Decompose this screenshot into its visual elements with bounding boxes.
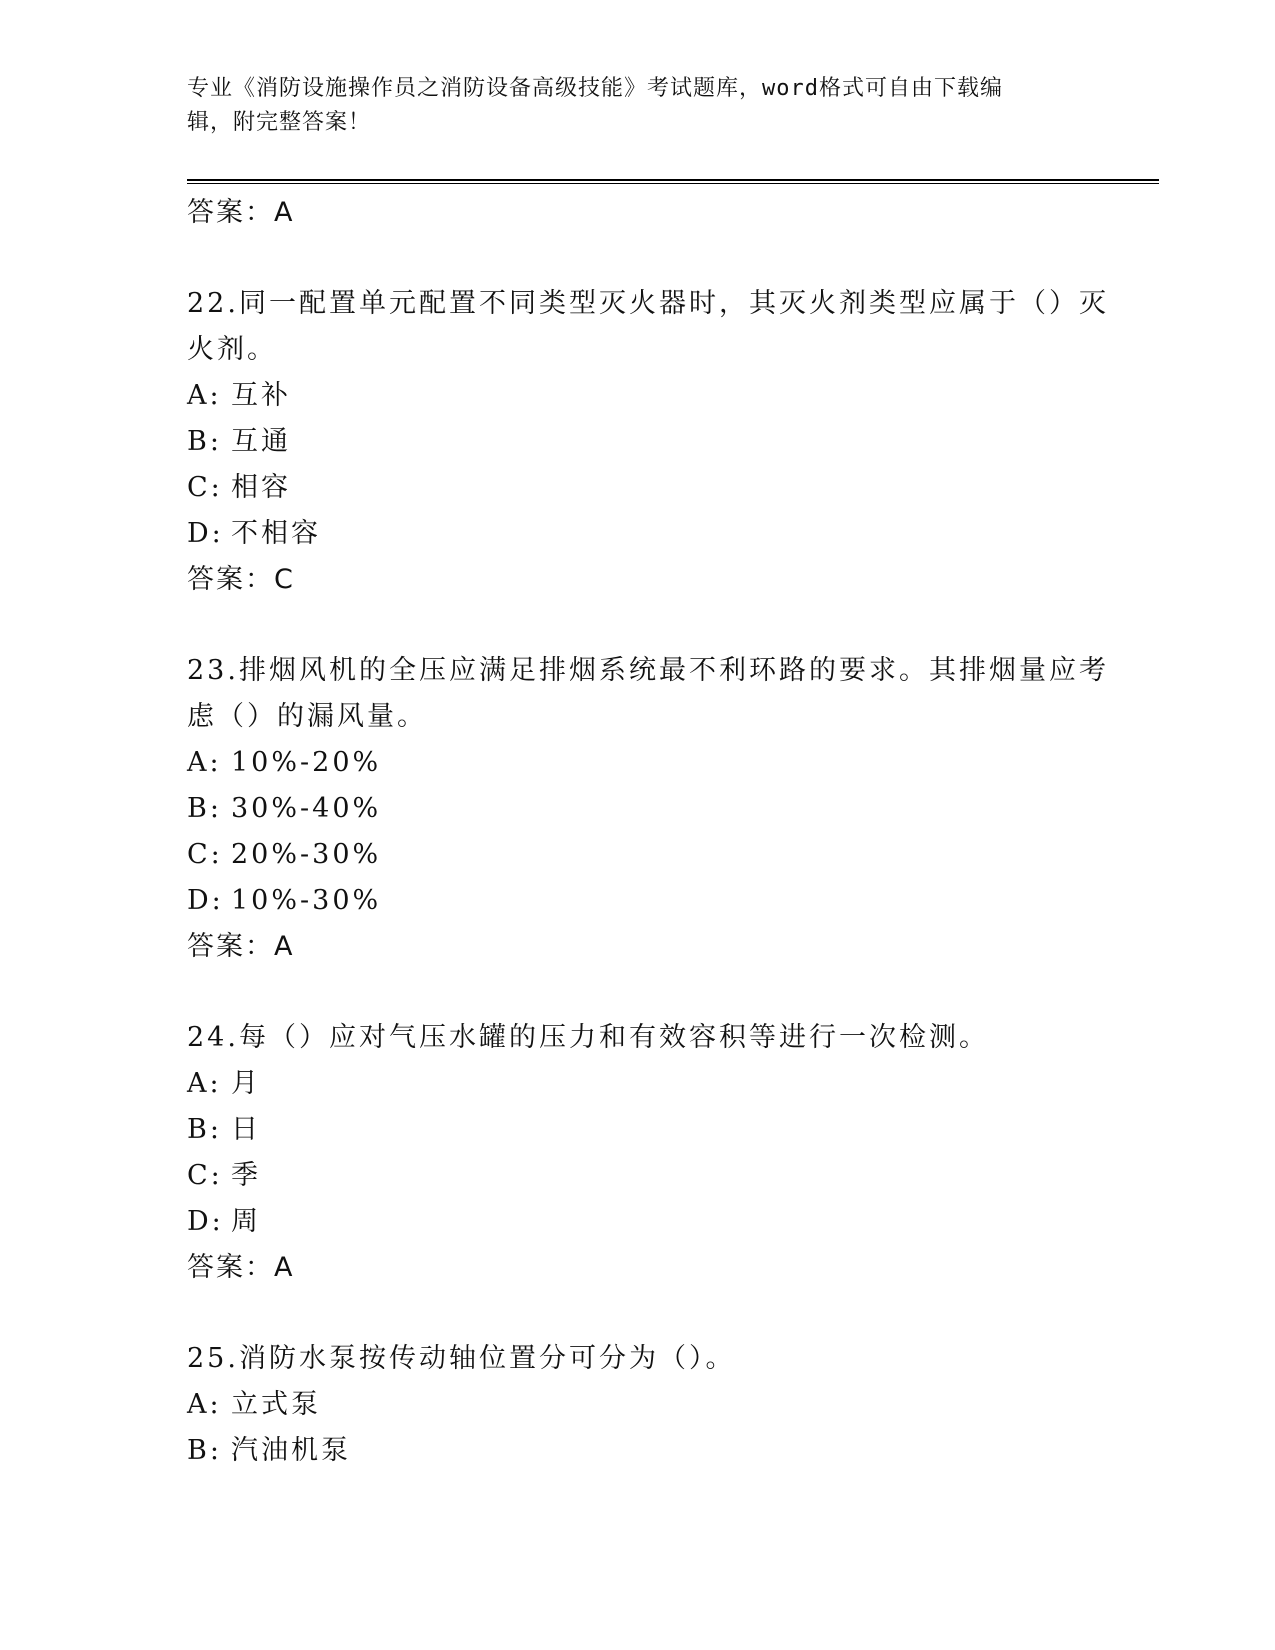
option-text: 季 [231,1160,261,1191]
option-key: D: [187,885,224,916]
option-text: 汽油机泵 [231,1435,351,1466]
option-key: B: [187,793,222,824]
option-text: 互补 [231,380,291,411]
option-text: 20%-30% [231,839,382,870]
option-key: A: [187,1068,222,1099]
header-line-2: 辑，附完整答案！ [187,110,372,135]
answer-line: 答案：A [187,931,295,962]
question-stem: 23.排烟风机的全压应满足排烟系统最不利环路的要求。其排烟量应考 [187,655,1109,686]
option-c [187,832,1087,878]
option-a [187,373,1087,419]
question-stem: 24.每（）应对气压水罐的压力和有效容积等进行一次检测。 [187,1022,989,1053]
option-key: B: [187,1435,222,1466]
option-c [187,1153,1087,1199]
header-rule-thick [187,179,1159,181]
option-b [187,419,1087,465]
option-c [187,465,1087,511]
option-key: B: [187,426,222,457]
question-22 [187,281,1109,603]
option-key: C: [187,839,223,870]
option-b [187,786,1087,832]
option-text: 10%-20% [231,747,382,778]
option-text: 月 [231,1068,261,1099]
option-text: 10%-30% [231,885,382,916]
option-key: A: [187,380,222,411]
option-key: C: [187,472,223,503]
option-d [187,878,1087,924]
answer-line: 答案：A [187,1252,295,1283]
option-text: 立式泵 [231,1389,321,1420]
option-text: 周 [231,1206,261,1237]
option-key: B: [187,1114,222,1145]
question-24 [187,1015,1087,1291]
question-stem-cont: 火剂。 [187,334,277,365]
option-text: 30%-40% [231,793,382,824]
option-b [187,1428,1087,1474]
option-b [187,1107,1087,1153]
header-rule-thin [187,183,1159,184]
option-key: D: [187,518,224,549]
option-a [187,1382,1087,1428]
option-a [187,740,1087,786]
answer-line: 答案：C [187,564,295,595]
option-a [187,1061,1087,1107]
option-key: D: [187,1206,224,1237]
question-stem-cont: 虑（）的漏风量。 [187,701,427,732]
option-d [187,511,1087,557]
question-23 [187,648,1109,970]
header-line-1: 专业《消防设施操作员之消防设备高级技能》考试题库，word格式可自由下载编 [187,76,1003,101]
option-text: 不相容 [231,518,321,549]
question-list [187,190,1109,1474]
question-stem: 22.同一配置单元配置不同类型灭火器时，其灭火剂类型应属于（）灭 [187,288,1109,319]
option-key: C: [187,1160,223,1191]
option-text: 相容 [231,472,291,503]
option-text: 互通 [231,426,291,457]
document-header [187,72,1087,140]
option-text: 日 [231,1114,261,1145]
option-d [187,1199,1087,1245]
question-25 [187,1336,1087,1474]
previous-answer: 答案：A [187,197,295,228]
option-key: A: [187,1389,222,1420]
question-stem: 25.消防水泵按传动轴位置分可分为（）。 [187,1343,736,1374]
option-key: A: [187,747,222,778]
